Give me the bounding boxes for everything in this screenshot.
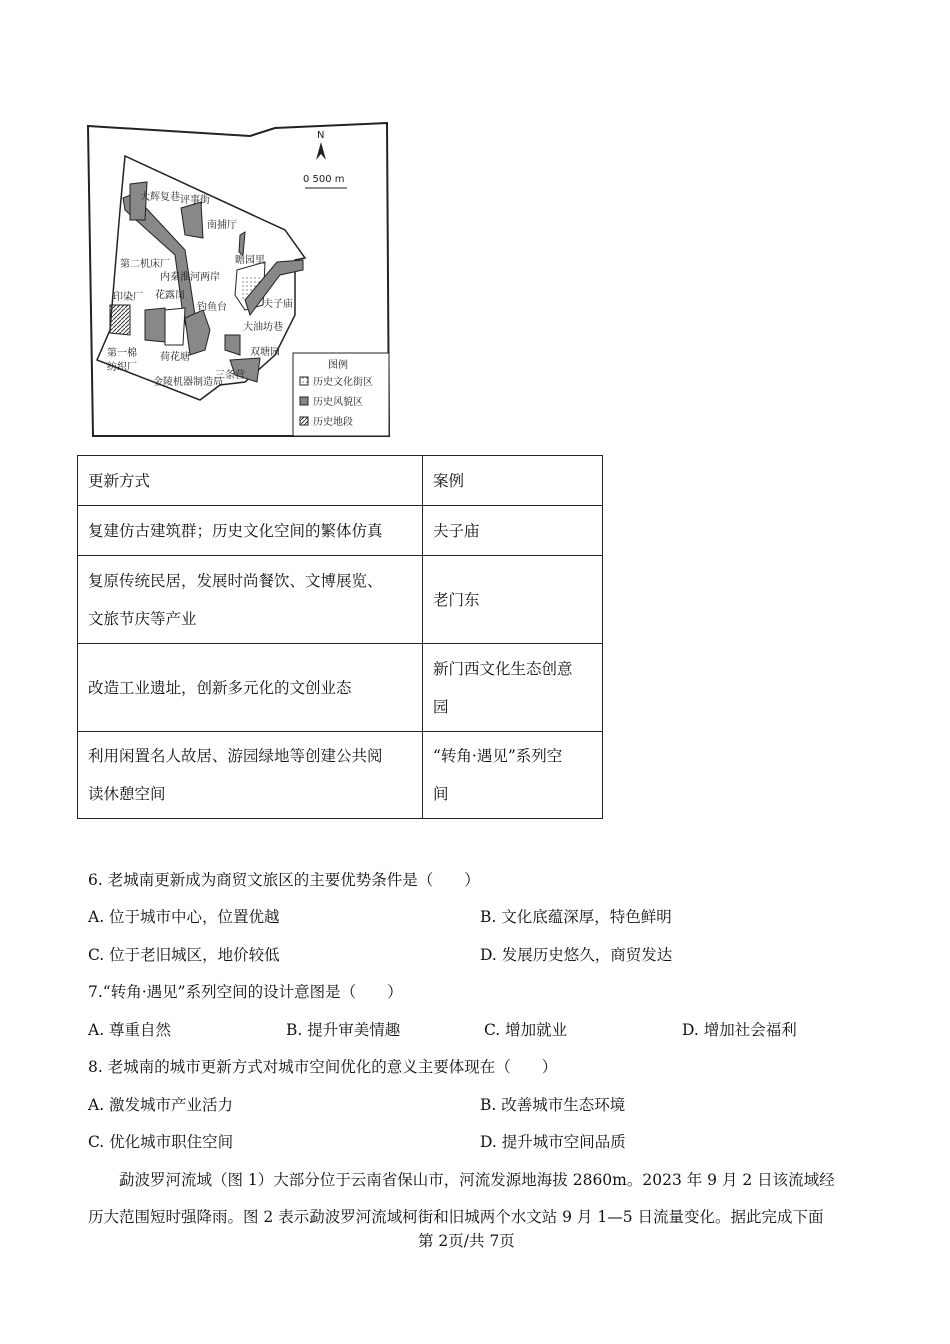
svg-text:印染厂: 印染厂 (113, 292, 143, 303)
svg-text:图例: 图例 (328, 360, 348, 371)
svg-text:内秦淮河两岸: 内秦淮河两岸 (160, 272, 220, 283)
question-7-option-d: D. 增加社会福利 (682, 1021, 797, 1039)
svg-text:历史风貌区: 历史风貌区 (313, 397, 363, 408)
question-7-option-a: A. 尊重自然 (88, 1021, 172, 1039)
renewal-table (77, 455, 603, 819)
question-8-option-b: B. 改善城市生态环境 (480, 1096, 626, 1114)
page-footer: 第 2页/共 7页 (418, 1232, 515, 1250)
question-7-option-b: B. 提升审美情趣 (286, 1021, 401, 1039)
table-row: 复建仿古建筑群；历史文化空间的繁体仿真 夫子庙 (78, 506, 603, 556)
svg-text:瞻园里: 瞻园里 (235, 255, 265, 266)
svg-text:三条营: 三条营 (215, 370, 245, 381)
question-6-stem: 6. 老城南更新成为商贸文旅区的主要优势条件是（ ） (88, 871, 480, 889)
question-6-option-b: B. 文化底蕴深厚，特色鲜明 (480, 908, 672, 926)
question-6-option-c: C. 位于老旧城区，地价较低 (88, 946, 280, 964)
svg-text:评事街: 评事街 (180, 195, 210, 206)
svg-text:第一棉: 第一棉 (107, 348, 137, 359)
map-scale: 0 500 m (303, 174, 345, 185)
svg-text:金陵机器制造局: 金陵机器制造局 (153, 377, 223, 388)
svg-text:历史地段: 历史地段 (313, 417, 353, 428)
svg-text:南捕厅: 南捕厅 (207, 220, 237, 231)
question-8-option-d: D. 提升城市空间品质 (480, 1133, 626, 1151)
question-6-option-d: D. 发展历史悠久，商贸发达 (480, 946, 673, 964)
svg-text:历史文化街区: 历史文化街区 (313, 377, 373, 388)
question-8-stem: 8. 老城南的城市更新方式对城市空间优化的意义主要体现在（ ） (88, 1058, 558, 1076)
svg-text:钓鱼台: 钓鱼台 (197, 302, 227, 313)
passage-line-2: 历大范围短时强降雨。图 2 表示勐波罗河流域柯街和旧城两个水文站 9 月 1—5 日流量变化。据此完成下面 (88, 1208, 824, 1226)
svg-text:纺织厂: 纺织厂 (107, 362, 137, 373)
svg-text:大油坊巷: 大油坊巷 (243, 322, 283, 333)
question-8-option-a: A. 激发城市产业活力 (88, 1096, 234, 1114)
question-7-option-c: C. 增加就业 (484, 1021, 568, 1039)
svg-text:荷花塘: 荷花塘 (160, 352, 190, 363)
question-8-option-c: C. 优化城市职住空间 (88, 1133, 234, 1151)
svg-text:大辉复巷: 大辉复巷 (140, 192, 180, 203)
svg-text:花露岗: 花露岗 (155, 290, 185, 301)
svg-text:第二机床厂: 第二机床厂 (120, 259, 170, 270)
svg-text:夫子庙: 夫子庙 (263, 299, 293, 310)
map-north: N (317, 130, 325, 141)
table-header-row: 更新方式 案例 (78, 456, 603, 506)
question-7-stem: 7.“转角·遇见”系列空间的设计意图是（ ） (88, 983, 403, 1001)
table-row: 改造工业遗址，创新多元化的文创业态 新门西文化生态创意 园 (78, 644, 603, 732)
table-row: 利用闲置名人故居、游园绿地等创建公共阅 读休憩空间 “转角·遇见”系列空 间 (78, 732, 603, 819)
historic-districts-map (85, 120, 395, 440)
map-legend (293, 353, 389, 436)
svg-text:双塘园: 双塘园 (250, 347, 280, 358)
table-row: 复原传统民居，发展时尚餐饮、文博展览、 文旅节庆等产业 老门东 (78, 556, 603, 644)
question-6-option-a: A. 位于城市中心，位置优越 (88, 908, 280, 926)
passage-line-1: 勐波罗河流域（图 1）大部分位于云南省保山市，河流发源地海拔 2860m。2023 年 9 月 2 日该流域经 (119, 1171, 835, 1189)
